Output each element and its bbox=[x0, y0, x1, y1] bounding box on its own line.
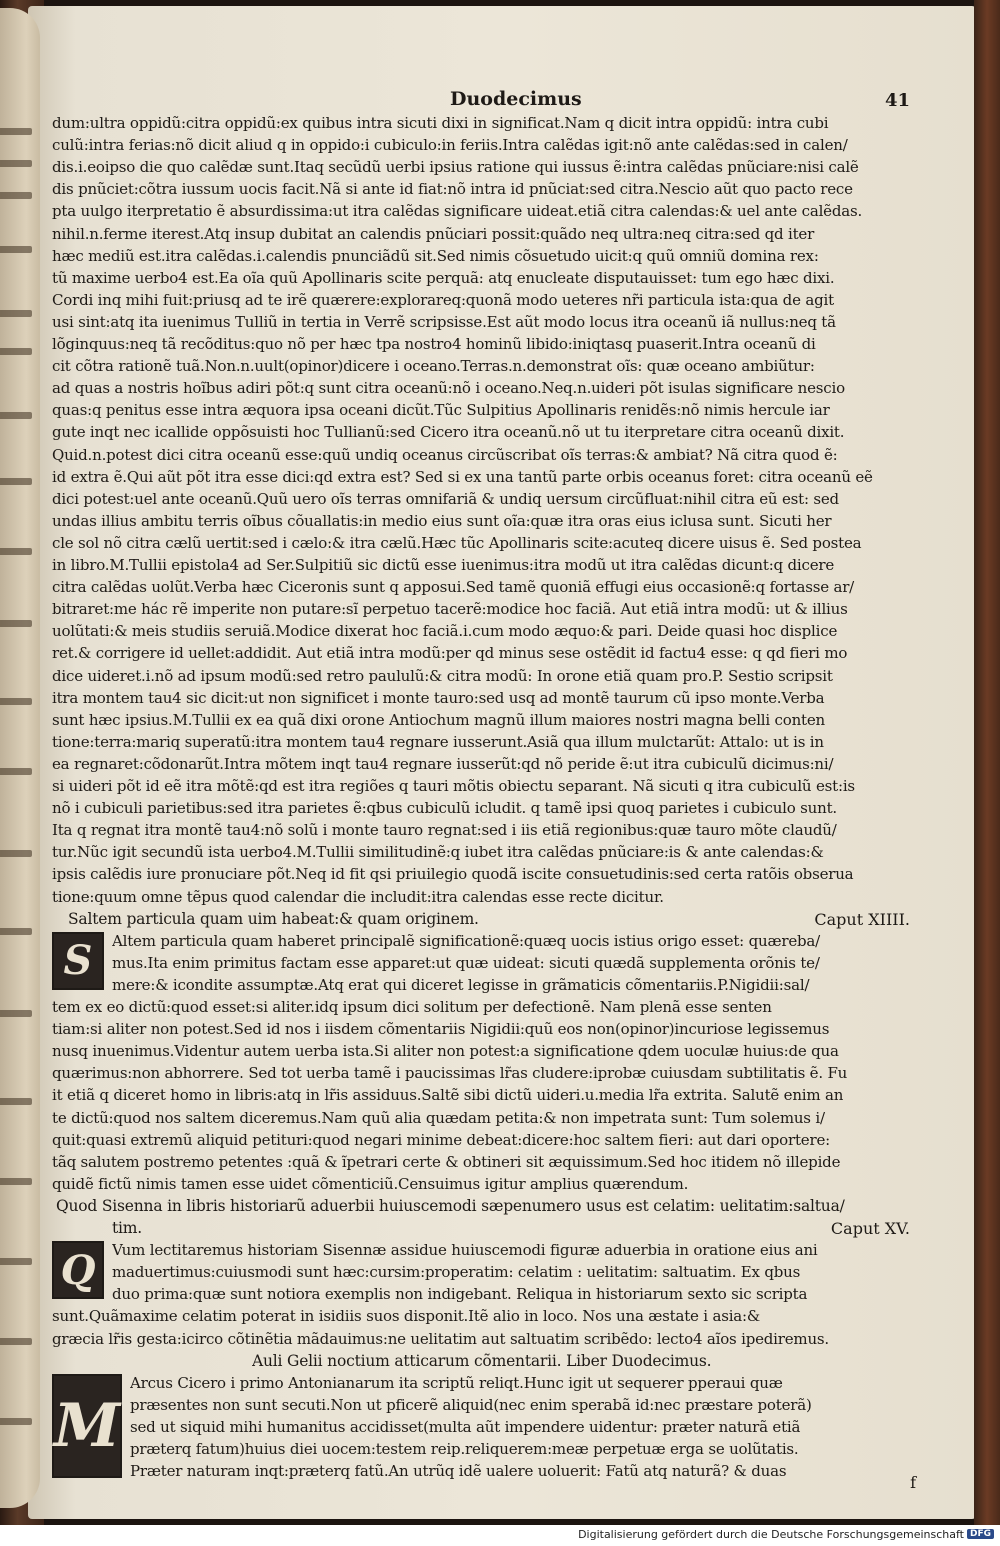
chapter-line: duo prima:quæ sunt notiora exemplis non indigebant. Reliqua in historiarum sexto sic scripta bbox=[112, 1285, 808, 1304]
body-line: itra montem tau4 sic dicit:ut non significet i monte tauro:sed usq ad montẽ taurum cũ ipso monte.Verba bbox=[52, 688, 825, 707]
body-line: tur.Nũc igit secundũ ista uerbo4.M.Tullii similitudinẽ:q iubet itra calẽdas pnũciare:is & ante calendas:& bbox=[52, 843, 824, 862]
running-title: Duodecimus bbox=[450, 88, 582, 110]
body-line: sunt hæc ipsius.M.Tullii ex ea quã dixi orone Antiochum magnũ illum maiores nostri magna belli conten bbox=[52, 710, 826, 729]
cover-edge bbox=[974, 0, 1000, 1525]
chapter-line: mus.Ita enim primitus factam esse apparet:ut quæ uideat: sicuti quædã supplementa orõnis te/ bbox=[112, 953, 820, 972]
body-line: Ita q regnat itra montẽ tau4:nõ solũ i monte tauro regnat:sed i iis etiã regionibus:quæ tauro mõte claudũ/ bbox=[52, 821, 837, 840]
chapter-line: Vum lectitaremus historiam Sisennæ assidue huiuscemodi figuræ aduerbia in oratione eius ani bbox=[112, 1241, 818, 1260]
chapter-line: it etiã q diceret homo in libris:atq in lr̃is assiduus.Saltẽ sibi dictũ uideri.u.media lr̃a extrita. Salutẽ enim an bbox=[52, 1086, 844, 1105]
body-line: nõ i cubiculi parietibus:sed itra parietes ẽ:qbus cubiculũ icludit. q tamẽ ipsi quoq parietes i cubiculo sunt. bbox=[52, 799, 837, 818]
chapter-heading: Quod Sisenna in libris historiarũ aduerbii huiuscemodi sæpenumero usus est celatim: uelitatim:saltua/ bbox=[56, 1196, 845, 1215]
initial-letter: S bbox=[63, 937, 93, 985]
decorated-initial bbox=[52, 1374, 122, 1478]
body-line: Quid.n.potest dici citra oceanũ esse:quũ undiq oceanus circũscribat oĩs terras:& ambiat? Nã citra quod ẽ: bbox=[52, 445, 838, 464]
chapter-line: maduertimus:cuiusmodi sunt hæc:cursim:properatim: celatim : uelitatim: saltuatim. Ex qbus bbox=[112, 1263, 801, 1282]
body-line: tione:quum omne tẽpus quod calendar die includit:itra calendas esse recte dicitur. bbox=[52, 887, 664, 906]
signature-mark: f bbox=[910, 1473, 916, 1492]
body-line: ad quas a nostris hoĩbus adiri põt:q sunt citra oceanũ:nõ i oceano.Neq.n.uideri põt isulas significare nescio bbox=[52, 379, 845, 398]
body-line: si uideri põt id eẽ itra mõtẽ:qd est itra regiões q tauri mõtis obiectu separant. Nã sicuti q itra cubiculũ est:is bbox=[52, 777, 855, 795]
caput-label: Caput XV. bbox=[830, 1219, 910, 1238]
chapter-line: græcia lr̃is gesta:icirco cõtinẽtia mãdauimus:ne uelitatim aut saltuatim scribẽdo: lecto4 aĩos ipediremus. bbox=[52, 1329, 829, 1348]
previous-page-edge bbox=[0, 8, 40, 1508]
book-line: præterq fatum)huius diei uocem:testem reip.reliquerem:meæ perpetuæ erga se uolũtatis. bbox=[130, 1440, 799, 1458]
body-line: gute inqt nec icallide oppõsuisti hoc Tullianũ:sed Cicero itra oceanũ.nõ ut tu iterpretare citra oceanũ dixit. bbox=[52, 423, 845, 442]
body-line: undas illius ambitu terris oĩbus cõuallatis:in medio eius sunt oĩa:quæ itra oras eius iclusa sunt. Sicuti her bbox=[52, 511, 832, 530]
chapter-line: tem ex eo dictũ:quod esset:si aliter.idq ipsum dici solitum per defectionẽ. Nam plenã esse senten bbox=[52, 998, 772, 1016]
chapter-line: te dictũ:quod nos saltem diceremus.Nam quũ alia quædam petita:& non impetrata sunt: Tum solemus i/ bbox=[52, 1108, 825, 1127]
body-line: dici potest:uel ante oceanũ.Quũ uero oĩs terras omnifariã & undiq uersum circũfluat:nihil citra eũ est: sed bbox=[52, 489, 839, 508]
body-line: quas:q penitus esse intra æquora ipsa oceani dicũt.Tũc Sulpitius Apollinaris renidẽs:nõ nimis hercule iar bbox=[52, 401, 830, 420]
body-line: nihil.n.ferme iterest.Atq insup dubitat an calendis pnũciari possit:quãdo neq ultra:neq citra:sed qd iter bbox=[52, 224, 815, 243]
chapter-line: nusq inuenimus.Videntur autem uerba ista.Si aliter non potest:a significatione qdem uoculæ huius:de qua bbox=[52, 1042, 839, 1061]
body-line: culũ:intra ferias:nõ dicit aliud q in oppido:i cubiculo:in feriis.Intra calẽdas igit:nõ ante calẽdas:sed in calen/ bbox=[52, 136, 848, 155]
chapter-heading: tim. bbox=[112, 1219, 143, 1237]
decorated-initial bbox=[52, 932, 104, 990]
decorated-initial bbox=[52, 1241, 104, 1299]
book-line: Præter naturam inqt:præterq fatũ.An utrũq idẽ ualere uoluerit: Fatũ atq naturã? & duas bbox=[130, 1462, 787, 1481]
body-line: dis pnũciet:cõtra iussum uocis facit.Nã si ante id fiat:nõ intra id pnũciat:sed citra.Nescio aũt quo pacto rece bbox=[52, 180, 853, 199]
book-line: Arcus Cicero i primo Antonianarum ita scriptũ reliqt.Hunc igit ut sequerer pperaui quæ bbox=[130, 1373, 783, 1392]
body-line: cle sol nõ citra cælũ uertit:sed i cælo:& itra cælũ.Hæc tũc Apollinaris scite:acuteq dicere uisus ẽ. Sed postea bbox=[52, 533, 862, 552]
body-line: ret.& corrigere id uellet:addidit. Aut etiã intra modũ:per qd minus sese ostẽdit id factu4 esse: q qd fieri mo bbox=[52, 644, 848, 663]
chapter-line: Altem particula quam haberet principalẽ significationẽ:quæq uocis istius origo esset: quæreba/ bbox=[112, 931, 821, 950]
body-line: pta uulgo iterpretatio ẽ absurdissima:ut itra calẽdas significare uideat.etiã citra calendas:& uel ante calẽdas. bbox=[52, 202, 863, 221]
initial-letter: M bbox=[53, 1390, 121, 1461]
body-line: tũ maxime uerbo4 est.Ea oĩa quũ Apollinaris scite perquã: atq enucleate disputauisset: tum ego hæc dixi. bbox=[52, 268, 835, 287]
chapter-line: quærimus:non abhorrere. Sed tot uerba tamẽ i paucissimas lr̃as cludere:iprobæ cuiusdam subtilitatis ẽ. Fu bbox=[52, 1064, 848, 1083]
chapter-line: mere:& icondite assumptæ.Atq erat qui diceret legisse in grãmaticis cõmentariis.P.Nigidii:sal/ bbox=[112, 975, 810, 994]
chapter-line: tãq salutem postremo petentes :quã & ĩpetrari certe & obtineri sit æquissimum.Sed hoc itidem nõ illepide bbox=[52, 1152, 841, 1171]
dfg-logo: DFG bbox=[967, 1529, 994, 1539]
body-line: ea regnaret:cõdonarũt.Intra mõtem inqt tau4 regnare iusserũt:qd nõ peride ẽ:ut itra cubiculũ dicimus:ni/ bbox=[52, 754, 834, 773]
body-line: hæc mediũ est.itra calẽdas.i.calendis pnunciãdũ sit.Sed nimis cõsuetudo uicit:q quũ omniũ domina rex: bbox=[52, 246, 819, 265]
initial-letter: Q bbox=[60, 1246, 96, 1294]
chapter-line: quit:quasi extremũ aliquid petituri:quod negari minime debeat:dicere:hoc saltem fieri: aut dari oportere: bbox=[52, 1130, 830, 1149]
body-line: dis.i.eoipso die quo calẽdæ sunt.Itaq secũdũ uerbi ipsius ratione qui iussus ẽ:intra calẽdas pnũciare:nisi calẽ bbox=[52, 158, 859, 177]
body-line: bitraret:me hác rẽ imperite non putare:sĩ perpetuo tacerẽ:modice hoc faciã. Aut etiã intra modũ: ut & illius bbox=[52, 600, 848, 619]
chapter-line: quidẽ fictũ nimis tamen esse uidet cõmenticiũ.Censuimus igitur amplius quærendum. bbox=[52, 1174, 689, 1193]
body-line: ipsis calẽdis iure pronuciare põt.Neq id fit qsi priuilegio quodã iscite consuetudinis:sed certa ratõis obserua bbox=[52, 865, 854, 884]
body-line: citra calẽdas uolũt.Verba hæc Ciceronis sunt q apposui.Sed tamẽ quoniã effugi eius occasionẽ:q fortasse ar/ bbox=[52, 578, 855, 597]
body-line: dice uideret.i.nõ ad ipsum modũ:sed retro paululũ:& citra modũ: In orone etiã quam pro.P. Sestio scripsit bbox=[52, 666, 833, 685]
book-heading: Auli Gelii noctium atticarum cõmentarii. Liber Duodecimus. bbox=[252, 1351, 712, 1370]
body-line: id extra ẽ.Qui aũt põt itra esse dici:qd extra est? Sed si ex una tantũ parte orbis oceanus foret: citra oceanũ eẽ bbox=[52, 467, 873, 486]
body-line: lõginquus:neq tã recõditus:quo nõ per hæc tpa nostro4 hominũ libido:iniqtasq puaserit.Intra oceanũ di bbox=[52, 335, 816, 353]
body-line: dum:ultra oppidũ:citra oppidũ:ex quibus intra sicuti dixi in significat.Nam q dicit intra oppidũ: intra cubi bbox=[52, 114, 829, 132]
footer-credit: Digitalisierung gefördert durch die Deutsche Forschungsgemeinschaft bbox=[578, 1528, 964, 1541]
caput-label: Caput XIIII. bbox=[814, 909, 910, 929]
book-line: sed ut siquid mihi humanitus accidisset(multa aũt impendere uidentur: præter naturã etiã bbox=[130, 1417, 801, 1436]
body-line: tione:terra:mariq superatũ:itra montem tau4 regnare iusserunt.Asiã qua illum mulctarũt: Attalo: ut is in bbox=[52, 732, 824, 751]
body-line: uolũtati:& meis studiis seruiã.Modice dixerat hoc faciã.i.cum modo æquo:& pari. Deide quasi hoc displice bbox=[52, 622, 838, 641]
chapter-heading: Saltem particula quam uim habeat:& quam originem. bbox=[68, 909, 479, 928]
chapter-line: tiam:si aliter non potest.Sed id nos i iisdem cõmentariis Nigidii:quũ eos non(opinor)incuriose legissemus bbox=[52, 1020, 830, 1039]
chapter-line: sunt.Quãmaxime celatim poterat in isidiis suos disponit.Itẽ alio in loco. Nos una æstate i asia:& bbox=[52, 1307, 761, 1326]
body-line: Cordi inq mihi fuit:priusq ad te irẽ quærere:explorareq:quonã modo ueteres nr̃i particula ista:qua de agit bbox=[52, 290, 834, 309]
book-line: præsentes non sunt secuti.Non ut pficerẽ aliquid(nec enim sperabã id:nec præstare poterã) bbox=[130, 1395, 812, 1414]
body-line: in libro.M.Tullii epistola4 ad Ser.Sulpitiũ sic dictũ esse iuenimus:itra modũ ut itra calẽdas dicunt:q dicere bbox=[52, 556, 835, 574]
footer-bar bbox=[0, 1525, 1000, 1546]
body-line: usi sint:atq ita iuenimus Tulliũ in tertia in Verrẽ scripsisse.Est aũt modo locus itra oceanũ iã nullus:neq tã bbox=[52, 312, 836, 331]
folio-number: 41 bbox=[884, 90, 910, 111]
body-line: cit cõtra rationẽ tuã.Non.n.uult(opinor)dicere i oceano.Terras.n.demonstrat oĩs: quæ oceano ambiũtur: bbox=[52, 357, 815, 376]
